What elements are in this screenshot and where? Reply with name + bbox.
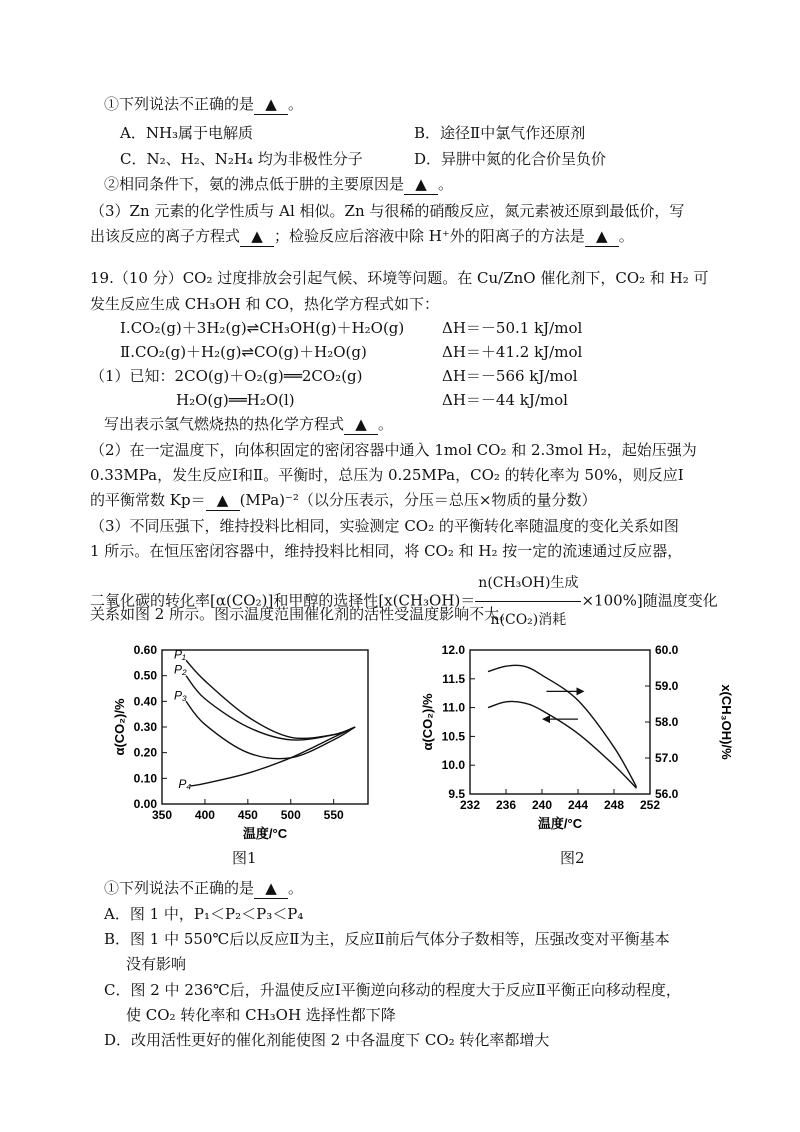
reversible-arrow-icon: ⇌ [246,319,260,337]
x-tick-label: 248 [603,798,625,812]
y-tick-label: 10.0 [441,758,465,773]
known-equation-1-dh: ΔH＝－566 kJ/mol [442,367,578,385]
answer-blank[interactable]: ▲ [206,490,240,511]
y-tick-label: 0.30 [133,720,157,734]
series-label: P₄ [178,777,192,792]
figure-1-chart [110,636,380,846]
y2-tick-label: 59.0 [655,679,679,693]
y-tick-label: 11.0 [442,700,465,715]
figure-2-title: 图2 [560,849,585,867]
equals-arrow-icon: ══ [228,391,247,409]
reversible-arrow-icon: ⇌ [241,343,255,361]
equation-2: Ⅱ.CO₂(g)＋H₂(g)⇌CO(g)＋H₂O(g) [120,343,367,361]
q19-intro-2: 发生反应生成 CH₃OH 和 CO，热化学方程式如下： [90,295,440,313]
y2-tick-label: 60.0 [655,643,679,657]
x-tick-label: 240 [531,798,553,812]
y-axis-label: α(CO₂)/% [420,693,435,751]
y2-tick-label: 56.0 [655,787,679,801]
series-label: P₁ [174,647,186,662]
option-c: C．N₂、H₂、N₂H₄ 均为非极性分子 [120,150,363,168]
option-b-line1: B．图 1 中 550℃后以反应Ⅱ为主，反应Ⅱ前后气体分子数相等，压强改变对平衡基本 [104,930,670,948]
y-tick-label: 0.00 [133,797,157,811]
y-tick-label: 12.0 [441,643,465,657]
right-axis-arrowhead-icon [577,687,585,695]
q19-part2-line2: 0.33MPa，发生反应Ⅰ和Ⅱ。平衡时，总压为 0.25MPa，CO₂ 的转化率为 50%，则反应Ⅰ [90,466,684,484]
y-tick-label: 0.60 [133,643,157,657]
x-tick-label: 400 [194,808,215,822]
q19-part2-line3: 的平衡常数 Kp＝ ▲ (MPa)⁻²（以分压表示，分压＝总压×物质的量分数） [90,491,597,509]
y-tick-label: 0.50 [133,668,157,683]
q18-stem-2: ②相同条件下，氨的沸点低于肼的主要原因是 ▲ 。 [104,175,454,193]
x-tick-label: 244 [567,798,589,812]
figure-1-title: 图1 [232,849,257,867]
option-d: D．改用活性更好的催化剂能使图 2 中各温度下 CO₂ 转化率都增大 [104,1031,550,1049]
option-b: B．途径Ⅱ中氯气作还原剂 [414,124,586,142]
y-tick-label: 11.5 [442,671,465,686]
x-tick-label: 236 [495,798,517,812]
equation-1: Ⅰ.CO₂(g)＋3H₂(g)⇌CH₃OH(g)＋H₂O(g) [120,319,405,337]
figure-2-chart [418,636,738,846]
x-axis-label: 温度/°C [537,816,583,831]
q18-part3-line2: 出该反应的离子方程式 ▲ ；检验反应后溶液中除 H⁺外的阳离子的方法是 ▲ 。 [90,227,634,245]
known-equation-2: H₂O(g)══H₂O(l) [176,391,295,409]
q19-part3-line3: 二氧化碳的转化率[α(CO₂)]和甲醇的选择性[x(CH₃OH)＝ $\frac{\text{n(CH₃OH)生成}}{\text{n(CO₂)消耗}}$ ×100%]随温度变化 [90,565,718,638]
q19-intro-1: 19.（10 分）CO₂ 过度排放会引起气候、环境等问题。在 Cu/ZnO 催化剂下，CO₂ 和 H₂ 可 [90,269,709,287]
equation-2-dh: ΔH＝＋41.2 kJ/mol [442,343,583,361]
answer-blank[interactable]: ▲ [344,414,378,435]
q19-part3-line1: （3）不同压强下，维持投料比相同，实验测定 CO₂ 的平衡转化率随温度的变化关系如图 [90,517,679,535]
answer-blank[interactable]: ▲ [585,226,619,247]
option-a: A．图 1 中，P₁＜P₂＜P₃＜P₄ [104,905,304,923]
y-tick-label: 0.20 [133,745,157,760]
q18-part3-line1: （3）Zn 元素的化学性质与 Al 相似。Zn 与很稀的硝酸反应，氮元素被还原到最低价，写 [90,202,685,220]
option-c-line2: 使 CO₂ 转化率和 CH₃OH 选择性都下降 [126,1006,396,1024]
option-c-line1: C．图 2 中 236℃后，升温使反应Ⅰ平衡逆向移动的程度大于反应Ⅱ平衡正向移动程度， [104,981,681,999]
conversion-curve [488,701,637,788]
x-tick-label: 450 [237,808,258,822]
y2-tick-label: 57.0 [655,751,679,765]
x-tick-label: 232 [459,798,481,812]
x-tick-label: 252 [639,798,661,812]
y-axis-label: α(CO₂)/% [112,698,127,756]
y-tick-label: 9.5 [448,787,465,801]
selectivity-curve [488,665,637,787]
q19-part2-line1: （2）在一定温度下，向体积固定的密闭容器中通入 1mol CO₂ 和 2.3mol H₂，起始压强为 [90,441,697,459]
y2-axis-label: x(CH₃OH)/% [719,684,734,760]
left-axis-arrowhead-icon [542,715,550,723]
answer-blank[interactable]: ▲ [254,94,288,115]
y-tick-label: 0.40 [133,694,157,709]
known-equation-1: （1）已知：2CO(g)＋O₂(g)══2CO₂(g) [90,367,363,385]
series-label: P₃ [174,688,187,703]
x-tick-label: 500 [280,808,301,822]
q19-part3-line4: 关系如图 2 所示。图示温度范围催化剂的活性受温度影响不大。 [90,605,515,623]
option-a: A．NH₃属于电解质 [120,124,254,142]
known-equation-2-dh: ΔH＝－44 kJ/mol [442,391,568,409]
equals-arrow-icon: ══ [283,367,302,385]
x-axis-label: 温度/°C [242,826,288,841]
option-b-line2: 没有影响 [126,955,187,973]
x-tick-label: 550 [323,808,344,822]
q18-stem-1: ①下列说法不正确的是 ▲ 。 [104,95,304,113]
selectivity-fraction: $\frac{\text{n(CH₃OH)生成}}{\text{n(CO₂)消耗}}$ [475,565,581,638]
x-tick-label: 350 [151,808,173,822]
q19-part1-ask: 写出表示氢气燃烧热的热化学方程式 ▲ 。 [104,415,394,433]
y2-tick-label: 58.0 [655,715,679,729]
option-d: D．异肼中氮的化合价呈负价 [414,150,607,168]
answer-blank[interactable]: ▲ [404,174,438,195]
y-tick-label: 0.10 [133,771,157,786]
q19-part3-stem: ①下列说法不正确的是 ▲ 。 [104,879,304,897]
y-tick-label: 10.5 [441,729,465,744]
q19-part3-line2: 1 所示。在恒压密闭容器中，维持投料比相同，将 CO₂ 和 H₂ 按一定的流速通过反应器， [90,542,683,560]
series-label: P₂ [174,662,187,677]
equation-1-dh: ΔH＝－50.1 kJ/mol [442,319,583,337]
answer-blank[interactable]: ▲ [240,226,274,247]
answer-blank[interactable]: ▲ [254,878,288,899]
series-line-1 [186,660,355,738]
